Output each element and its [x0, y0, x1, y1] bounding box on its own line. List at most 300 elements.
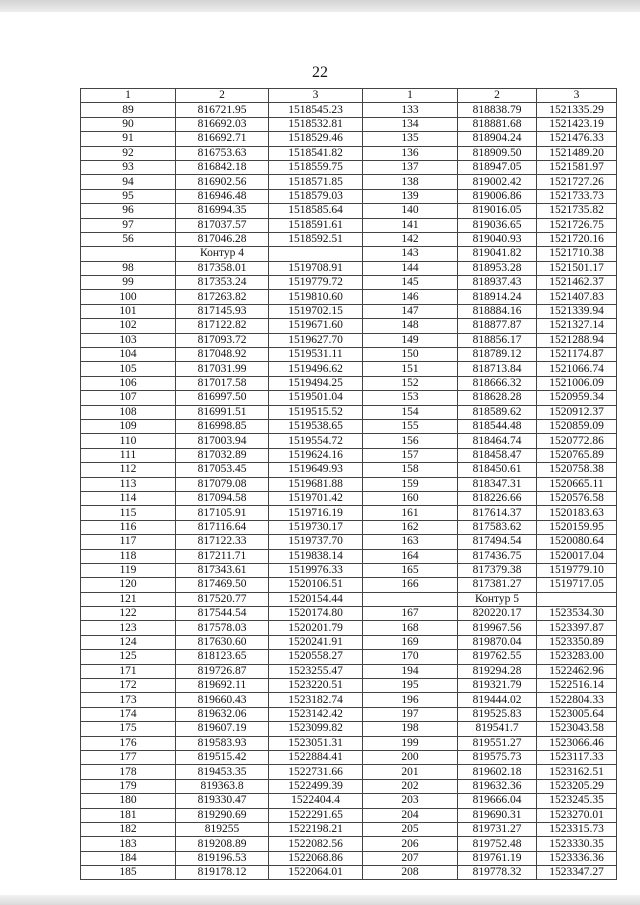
coord-x: 819583.93: [176, 736, 269, 750]
table-row: [81, 794, 617, 808]
point-number: 92: [81, 146, 176, 160]
coord-x: 817578.03: [176, 621, 269, 635]
point-number: 124: [81, 635, 176, 649]
table-row: [81, 621, 617, 635]
table-row: [81, 463, 617, 477]
point-number: 120: [81, 578, 176, 592]
point-number: 182: [81, 822, 176, 836]
table-row: [81, 391, 617, 405]
coord-y: 1521710.38: [537, 247, 617, 261]
coord-y: 1523205.29: [537, 779, 617, 793]
point-number: 200: [363, 750, 458, 764]
table-row: [81, 232, 617, 246]
point-number: 116: [81, 520, 176, 534]
point-number: 185: [81, 866, 176, 880]
point-number: 151: [363, 362, 458, 376]
coord-y: 1520174.80: [269, 607, 363, 621]
coord-y: 1521726.75: [537, 218, 617, 232]
point-number: 125: [81, 650, 176, 664]
point-number: 157: [363, 448, 458, 462]
coord-x: 817032.89: [176, 448, 269, 462]
table-row: [81, 132, 617, 146]
table-row: [81, 506, 617, 520]
coord-y: 1522082.56: [269, 837, 363, 851]
coord-x: 819016.05: [458, 204, 537, 218]
coord-y: 1520772.86: [537, 434, 617, 448]
coord-x: 816994.35: [176, 204, 269, 218]
point-number: 154: [363, 405, 458, 419]
coord-y: 1523117.33: [537, 750, 617, 764]
coord-y: 1519538.65: [269, 419, 363, 433]
point-number: 163: [363, 535, 458, 549]
table-row: [81, 822, 617, 836]
point-number: 197: [363, 707, 458, 721]
coord-x: 819208.89: [176, 837, 269, 851]
header-cell: 3: [269, 89, 363, 103]
coord-x: 819525.83: [458, 707, 537, 721]
point-number: 99: [81, 276, 176, 290]
table-row: [81, 722, 617, 736]
coord-x: 816692.71: [176, 132, 269, 146]
coord-y: 1519671.60: [269, 319, 363, 333]
point-number: 101: [81, 304, 176, 318]
point-number: 152: [363, 376, 458, 390]
coord-y: 1521407.83: [537, 290, 617, 304]
point-number: 106: [81, 376, 176, 390]
point-number: 153: [363, 391, 458, 405]
point-number: 179: [81, 779, 176, 793]
point-number: 167: [363, 607, 458, 621]
coord-x: 817048.92: [176, 348, 269, 362]
coord-y: 1519779.10: [537, 563, 617, 577]
point-number: 165: [363, 563, 458, 577]
point-number: 138: [363, 175, 458, 189]
coord-x: 816842.18: [176, 160, 269, 174]
point-number: 136: [363, 146, 458, 160]
coord-y: 1520159.95: [537, 520, 617, 534]
coord-y: 1521581.97: [537, 160, 617, 174]
table-row: [81, 290, 617, 304]
coord-x: 819330.47: [176, 794, 269, 808]
table-row: [81, 333, 617, 347]
point-number: 199: [363, 736, 458, 750]
coord-y: 1520665.11: [537, 477, 617, 491]
coord-y: 1523255.47: [269, 664, 363, 678]
coord-x: 819036.65: [458, 218, 537, 232]
coord-y: 1519627.70: [269, 333, 363, 347]
coord-x: 817379.38: [458, 563, 537, 577]
point-number: 177: [81, 750, 176, 764]
point-number: 208: [363, 866, 458, 880]
point-number: 140: [363, 204, 458, 218]
coord-y: 1520154.44: [269, 592, 363, 606]
point-number: 133: [363, 103, 458, 117]
coord-y: 1521335.29: [537, 103, 617, 117]
table-row: [81, 520, 617, 534]
coord-x: 816692.03: [176, 117, 269, 131]
coord-x: 819002.42: [458, 175, 537, 189]
coord-x: 820220.17: [458, 607, 537, 621]
coord-y: 1519515.52: [269, 405, 363, 419]
coord-y: 1520758.38: [537, 463, 617, 477]
point-number: 144: [363, 261, 458, 275]
coord-x: 817003.94: [176, 434, 269, 448]
coord-y: 1523347.27: [537, 866, 617, 880]
coord-y: 1519681.88: [269, 477, 363, 491]
coord-y: [269, 247, 363, 261]
coord-x: 819761.19: [458, 851, 537, 865]
coord-y: 1521066.74: [537, 362, 617, 376]
point-number: 206: [363, 837, 458, 851]
header-cell: 1: [81, 89, 176, 103]
table-row: [81, 549, 617, 563]
coord-x: 817544.54: [176, 607, 269, 621]
coord-x: 819660.43: [176, 693, 269, 707]
coord-y: 1521327.14: [537, 319, 617, 333]
point-number: 198: [363, 722, 458, 736]
table-row: [81, 189, 617, 203]
coord-y: 1518579.03: [269, 189, 363, 203]
table-row: [81, 175, 617, 189]
point-number: 207: [363, 851, 458, 865]
point-number: 201: [363, 765, 458, 779]
coord-y: 1519496.62: [269, 362, 363, 376]
table-row: [81, 477, 617, 491]
scan-bottom-edge: [0, 895, 640, 905]
coord-x: 819006.86: [458, 189, 537, 203]
point-number: [363, 592, 458, 606]
page-number: 22: [312, 64, 328, 81]
point-number: 103: [81, 333, 176, 347]
point-number: 104: [81, 348, 176, 362]
coord-x: 817053.45: [176, 463, 269, 477]
coord-y: 1521727.26: [537, 175, 617, 189]
coord-y: 1518541.82: [269, 146, 363, 160]
point-number: 56: [81, 232, 176, 246]
point-number: 205: [363, 822, 458, 836]
coord-y: 1518585.64: [269, 204, 363, 218]
table-row: [81, 434, 617, 448]
coord-y: 1519494.25: [269, 376, 363, 390]
coord-x: 819666.04: [458, 794, 537, 808]
table-row: [81, 592, 617, 606]
point-number: 134: [363, 117, 458, 131]
coord-y: 1522884.41: [269, 750, 363, 764]
point-number: 97: [81, 218, 176, 232]
coord-y: 1522068.86: [269, 851, 363, 865]
coord-y: 1519716.19: [269, 506, 363, 520]
point-number: 119: [81, 563, 176, 577]
coord-x: 817353.24: [176, 276, 269, 290]
coord-y: 1519779.72: [269, 276, 363, 290]
point-number: 156: [363, 434, 458, 448]
point-number: 89: [81, 103, 176, 117]
coord-x: 819778.32: [458, 866, 537, 880]
coord-y: 1523066.46: [537, 736, 617, 750]
table-row: [81, 261, 617, 275]
coord-x: 817031.99: [176, 362, 269, 376]
coord-x: 818877.87: [458, 319, 537, 333]
coord-x: 819444.02: [458, 693, 537, 707]
table-row: [81, 319, 617, 333]
table-row: [81, 664, 617, 678]
coord-y: 1518571.85: [269, 175, 363, 189]
point-number: 135: [363, 132, 458, 146]
point-number: 94: [81, 175, 176, 189]
table-row: [81, 779, 617, 793]
table-row: [81, 491, 617, 505]
point-number: 173: [81, 693, 176, 707]
table-row: [81, 204, 617, 218]
point-number: 158: [363, 463, 458, 477]
coord-x: 816902.56: [176, 175, 269, 189]
point-number: 108: [81, 405, 176, 419]
point-number: 137: [363, 160, 458, 174]
point-number: 178: [81, 765, 176, 779]
coord-x: 817037.57: [176, 218, 269, 232]
coord-x: 819762.55: [458, 650, 537, 664]
coord-y: 1521006.09: [537, 376, 617, 390]
point-number: 176: [81, 736, 176, 750]
coord-x: 817017.58: [176, 376, 269, 390]
coord-y: 1519649.93: [269, 463, 363, 477]
coord-y: 1521476.33: [537, 132, 617, 146]
coord-x: 819041.82: [458, 247, 537, 261]
coord-x: 817093.72: [176, 333, 269, 347]
point-number: 180: [81, 794, 176, 808]
coord-x: 818713.84: [458, 362, 537, 376]
coord-y: 1521423.19: [537, 117, 617, 131]
coord-y: 1523142.42: [269, 707, 363, 721]
coord-x: 819040.93: [458, 232, 537, 246]
coord-x: 819632.36: [458, 779, 537, 793]
table-row: [81, 578, 617, 592]
coord-y: 1521174.87: [537, 348, 617, 362]
coord-x: 819290.69: [176, 808, 269, 822]
table-row: [81, 607, 617, 621]
coord-x: 816721.95: [176, 103, 269, 117]
coord-x: 818953.28: [458, 261, 537, 275]
point-number: 121: [81, 592, 176, 606]
point-number: 113: [81, 477, 176, 491]
point-number: 204: [363, 808, 458, 822]
point-number: 146: [363, 290, 458, 304]
point-number: 162: [363, 520, 458, 534]
coord-x: 817520.77: [176, 592, 269, 606]
coord-y: 1519708.91: [269, 261, 363, 275]
coord-y: 1523350.89: [537, 635, 617, 649]
coord-x: 818904.24: [458, 132, 537, 146]
coord-x: 818838.79: [458, 103, 537, 117]
coord-x: 818464.74: [458, 434, 537, 448]
coord-x: 818884.16: [458, 304, 537, 318]
coord-y: 1522404.4: [269, 794, 363, 808]
coord-y: 1519554.72: [269, 434, 363, 448]
coord-x: 817211.71: [176, 549, 269, 563]
coord-y: 1519730.17: [269, 520, 363, 534]
coord-y: 1518545.23: [269, 103, 363, 117]
coord-y: 1519702.15: [269, 304, 363, 318]
table-row: [81, 405, 617, 419]
coord-y: 1523245.35: [537, 794, 617, 808]
table-row: [81, 117, 617, 131]
coord-y: 1521489.20: [537, 146, 617, 160]
coord-y: 1520765.89: [537, 448, 617, 462]
point-number: 96: [81, 204, 176, 218]
coord-x: 817343.61: [176, 563, 269, 577]
coord-y: 1523220.51: [269, 679, 363, 693]
coord-x: 817046.28: [176, 232, 269, 246]
coord-y: 1522462.96: [537, 664, 617, 678]
table-row: [81, 160, 617, 174]
coord-x: 817630.60: [176, 635, 269, 649]
coord-x: 818628.28: [458, 391, 537, 405]
point-number: 149: [363, 333, 458, 347]
coord-x: 818914.24: [458, 290, 537, 304]
coord-x: 819602.18: [458, 765, 537, 779]
coord-y: 1519976.33: [269, 563, 363, 577]
coord-y: 1518559.75: [269, 160, 363, 174]
point-number: 139: [363, 189, 458, 203]
point-number: 112: [81, 463, 176, 477]
coord-y: 1523182.74: [269, 693, 363, 707]
point-number: 142: [363, 232, 458, 246]
point-number: 107: [81, 391, 176, 405]
coord-x: 818123.65: [176, 650, 269, 664]
coord-y: 1521288.94: [537, 333, 617, 347]
point-number: 114: [81, 491, 176, 505]
coord-x: 819515.42: [176, 750, 269, 764]
coord-y: 1519838.14: [269, 549, 363, 563]
point-number: 168: [363, 621, 458, 635]
coord-y: 1520912.37: [537, 405, 617, 419]
coord-x: 819453.35: [176, 765, 269, 779]
point-number: 169: [363, 635, 458, 649]
coord-x: 819632.06: [176, 707, 269, 721]
point-number: 174: [81, 707, 176, 721]
coord-y: 1523043.58: [537, 722, 617, 736]
coord-x: 817145.93: [176, 304, 269, 318]
point-number: 110: [81, 434, 176, 448]
point-number: 109: [81, 419, 176, 433]
table-row: [81, 362, 617, 376]
point-number: 145: [363, 276, 458, 290]
point-number: 155: [363, 419, 458, 433]
coord-y: 1523336.36: [537, 851, 617, 865]
coord-y: 1522291.65: [269, 808, 363, 822]
coord-y: 1523534.30: [537, 607, 617, 621]
point-number: 141: [363, 218, 458, 232]
coord-x: 818589.62: [458, 405, 537, 419]
coord-y: 1518591.61: [269, 218, 363, 232]
contour-label: Контур 5: [458, 592, 537, 606]
coord-x: 819752.48: [458, 837, 537, 851]
coord-y: 1523397.87: [537, 621, 617, 635]
coord-y: 1523270.01: [537, 808, 617, 822]
coord-y: 1522516.14: [537, 679, 617, 693]
table-row: [81, 419, 617, 433]
table-row: [81, 448, 617, 462]
coord-y: 1523162.51: [537, 765, 617, 779]
table-row: [81, 693, 617, 707]
point-number: 118: [81, 549, 176, 563]
point-number: 170: [363, 650, 458, 664]
point-number: 98: [81, 261, 176, 275]
coord-x: 818450.61: [458, 463, 537, 477]
coord-x: 819692.11: [176, 679, 269, 693]
table-row: [81, 837, 617, 851]
coord-x: 819321.79: [458, 679, 537, 693]
point-number: 164: [363, 549, 458, 563]
coord-y: 1520106.51: [269, 578, 363, 592]
coord-x: 818226.66: [458, 491, 537, 505]
coord-x: 817381.27: [458, 578, 537, 592]
coord-x: 817614.37: [458, 506, 537, 520]
coord-x: 818544.48: [458, 419, 537, 433]
coordinates-table-body: [81, 89, 617, 880]
coord-x: 819255: [176, 822, 269, 836]
point-number: 184: [81, 851, 176, 865]
coord-x: 819294.28: [458, 664, 537, 678]
coord-y: 1520959.34: [537, 391, 617, 405]
coord-y: 1519737.70: [269, 535, 363, 549]
point-number: 123: [81, 621, 176, 635]
point-number: 111: [81, 448, 176, 462]
coord-y: 1523005.64: [537, 707, 617, 721]
table-row: [81, 348, 617, 362]
coord-x: 817583.62: [458, 520, 537, 534]
point-number: 171: [81, 664, 176, 678]
coord-x: 817094.58: [176, 491, 269, 505]
coord-x: 819575.73: [458, 750, 537, 764]
point-number: 148: [363, 319, 458, 333]
point-number: 159: [363, 477, 458, 491]
coord-y: 1521735.82: [537, 204, 617, 218]
point-number: 172: [81, 679, 176, 693]
coord-x: 819178.12: [176, 866, 269, 880]
coord-y: 1520859.09: [537, 419, 617, 433]
coord-x: 818881.68: [458, 117, 537, 131]
coord-y: 1522064.01: [269, 866, 363, 880]
table-row: [81, 276, 617, 290]
table-row: [81, 535, 617, 549]
coord-y: 1521720.16: [537, 232, 617, 246]
coord-y: 1518529.46: [269, 132, 363, 146]
coord-y: 1520183.63: [537, 506, 617, 520]
coord-x: 816997.50: [176, 391, 269, 405]
table-row: [81, 750, 617, 764]
coord-x: 817122.82: [176, 319, 269, 333]
coord-y: 1519531.11: [269, 348, 363, 362]
table-row: [81, 376, 617, 390]
coord-y: 1523330.35: [537, 837, 617, 851]
header-cell: 2: [176, 89, 269, 103]
coord-x: 816998.85: [176, 419, 269, 433]
coord-x: 819731.27: [458, 822, 537, 836]
coord-x: 819363.8: [176, 779, 269, 793]
point-number: 181: [81, 808, 176, 822]
coord-x: 819870.04: [458, 635, 537, 649]
coord-x: 817263.82: [176, 290, 269, 304]
coord-y: 1519701.42: [269, 491, 363, 505]
table-row: [81, 736, 617, 750]
scan-top-edge: [0, 0, 640, 12]
header-cell: 2: [458, 89, 537, 103]
coord-y: 1523315.73: [537, 822, 617, 836]
table-row: [81, 765, 617, 779]
coord-y: 1523283.00: [537, 650, 617, 664]
table-row: [81, 247, 617, 261]
